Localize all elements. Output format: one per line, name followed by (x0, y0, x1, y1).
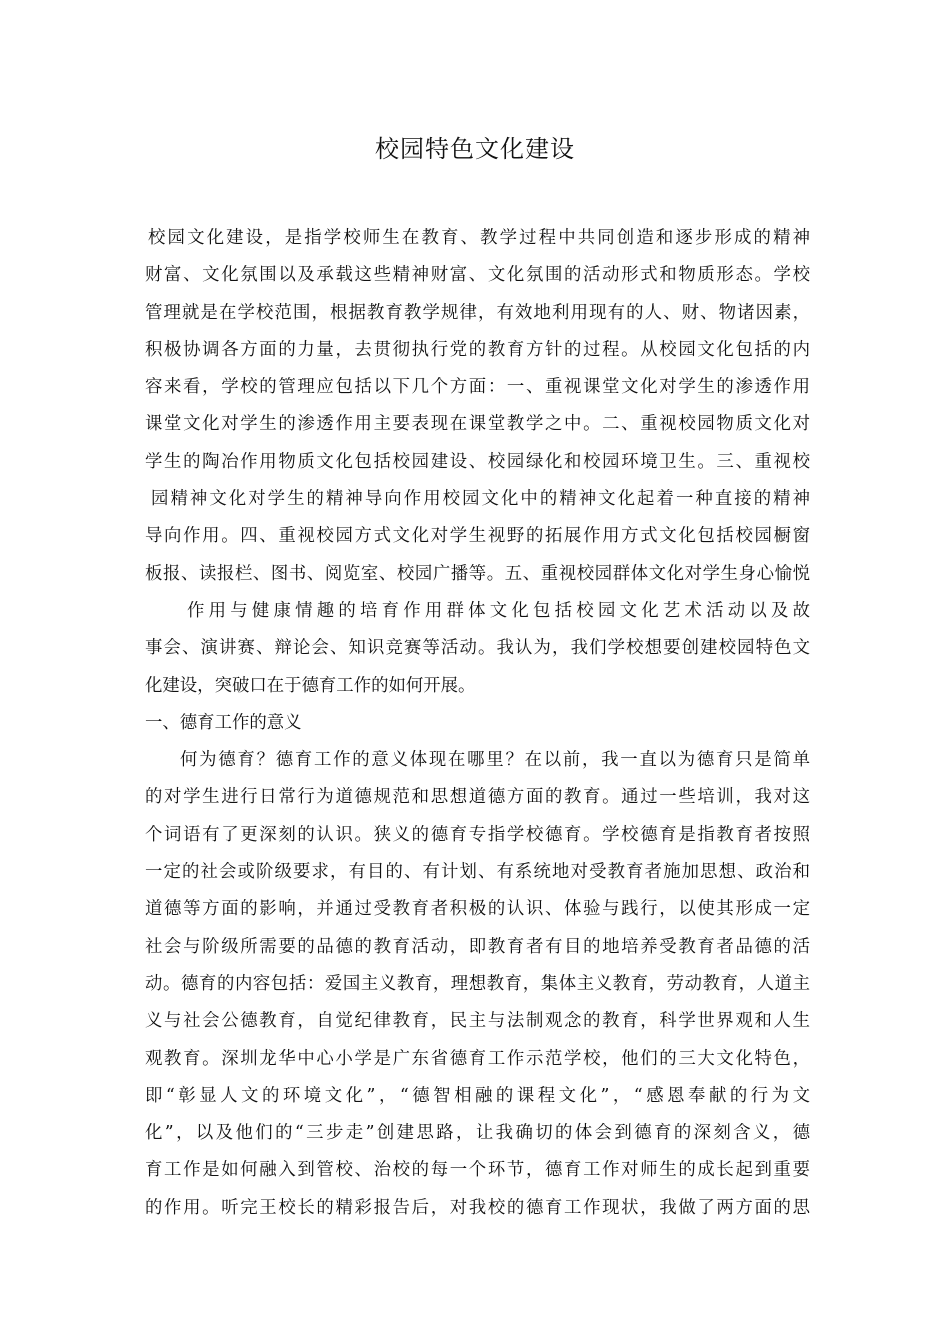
paragraph-line: 道德等方面的影响，并通过受教育者积极的认识、体验与践行，以使其形成一定 (145, 899, 810, 920)
paragraph-line: 的作用。听完王校长的精彩报告后，对我校的德育工作现状，我做了两方面的思 (145, 1197, 810, 1218)
paragraph-line: 园精神文化对学生的精神导向作用校园文化中的精神文化起着一种直接的精神 (151, 489, 810, 510)
paragraph-line: 一定的社会或阶级要求，有目的、有计划、有系统地对受教育者施加思想、政治和 (145, 862, 810, 883)
paragraph-line: 即“彰显人文的环境文化”，“德智相融的课程文化”，“感恩奉献的行为文 (145, 1085, 810, 1106)
paragraph-line: 学生的陶冶作用物质文化包括校园建设、校园绿化和校园环境卫生。三、重视校 (145, 451, 810, 472)
paragraph-line: 动。德育的内容包括：爱国主义教育，理想教育，集体主义教育，劳动教育，人道主 (145, 973, 810, 994)
paragraph-line: 化”，以及他们的“三步走”创建思路，让我确切的体会到德育的深刻含义，德 (145, 1123, 810, 1144)
paragraph-line: 的对学生进行日常行为道德规范和思想道德方面的教育。通过一些培训，我对这 (145, 787, 810, 808)
paragraph-line: 事会、演讲赛、辩论会、知识竞赛等活动。我认为，我们学校想要创建校园特色文 (145, 638, 810, 659)
paragraph-line: 管理就是在学校范围，根据教育教学规律，有效地利用现有的人、财、物诸因素， (145, 302, 810, 323)
paragraph-line: 板报、读报栏、图书、阅览室、校园广播等。五、重视校园群体文化对学生身心愉悦 (145, 563, 810, 584)
document-body (145, 220, 810, 1227)
paragraph-line: 社会与阶级所需要的品德的教育活动，即教育者有目的地培养受教育者品德的活 (145, 936, 810, 957)
paragraph-line: 导向作用。四、重视校园方式文化对学生视野的拓展作用方式文化包括校园橱窗 (145, 526, 810, 547)
paragraph-line: 观教育。深圳龙华中心小学是广东省德育工作示范学校，他们的三大文化特色， (145, 1048, 810, 1069)
paragraph-line: 积极协调各方面的力量，去贯彻执行党的教育方针的过程。从校园文化包括的内 (145, 339, 810, 360)
paragraph-line: 义与社会公德教育，自觉纪律教育，民主与法制观念的教育，科学世界观和人生 (145, 1011, 810, 1032)
paragraph-line: 何为德育？德育工作的意义体现在哪里？在以前，我一直以为德育只是简单 (180, 750, 810, 771)
paragraph-line: 个词语有了更深刻的认识。狭义的德育专指学校德育。学校德育是指教育者按照 (145, 824, 810, 845)
paragraph-line: 课堂文化对学生的渗透作用主要表现在课堂教学之中。二、重视校园物质文化对 (145, 414, 810, 435)
paragraph-line: 校园文化建设，是指学校师生在教育、教学过程中共同创造和逐步形成的精神 (148, 228, 810, 248)
paragraph-line: 作用与健康情趣的培育作用群体文化包括校园文化艺术活动以及故 (187, 600, 810, 621)
paragraph-line: 育工作是如何融入到管校、治校的每一个环节，德育工作对师生的成长起到重要 (145, 1160, 810, 1181)
paragraph-line: 财富、文化氛围以及承载这些精神财富、文化氛围的活动形式和物质形态。学校 (145, 265, 810, 286)
paragraph-line: 容来看，学校的管理应包括以下几个方面：一、重视课堂文化对学生的渗透作用 (145, 377, 810, 398)
paragraph-line: 化建设，突破口在于德育工作的如何开展。 (145, 675, 476, 696)
section-heading: 一、德育工作的意义 (145, 712, 302, 733)
document-title: 校园特色文化建设 (375, 135, 575, 163)
